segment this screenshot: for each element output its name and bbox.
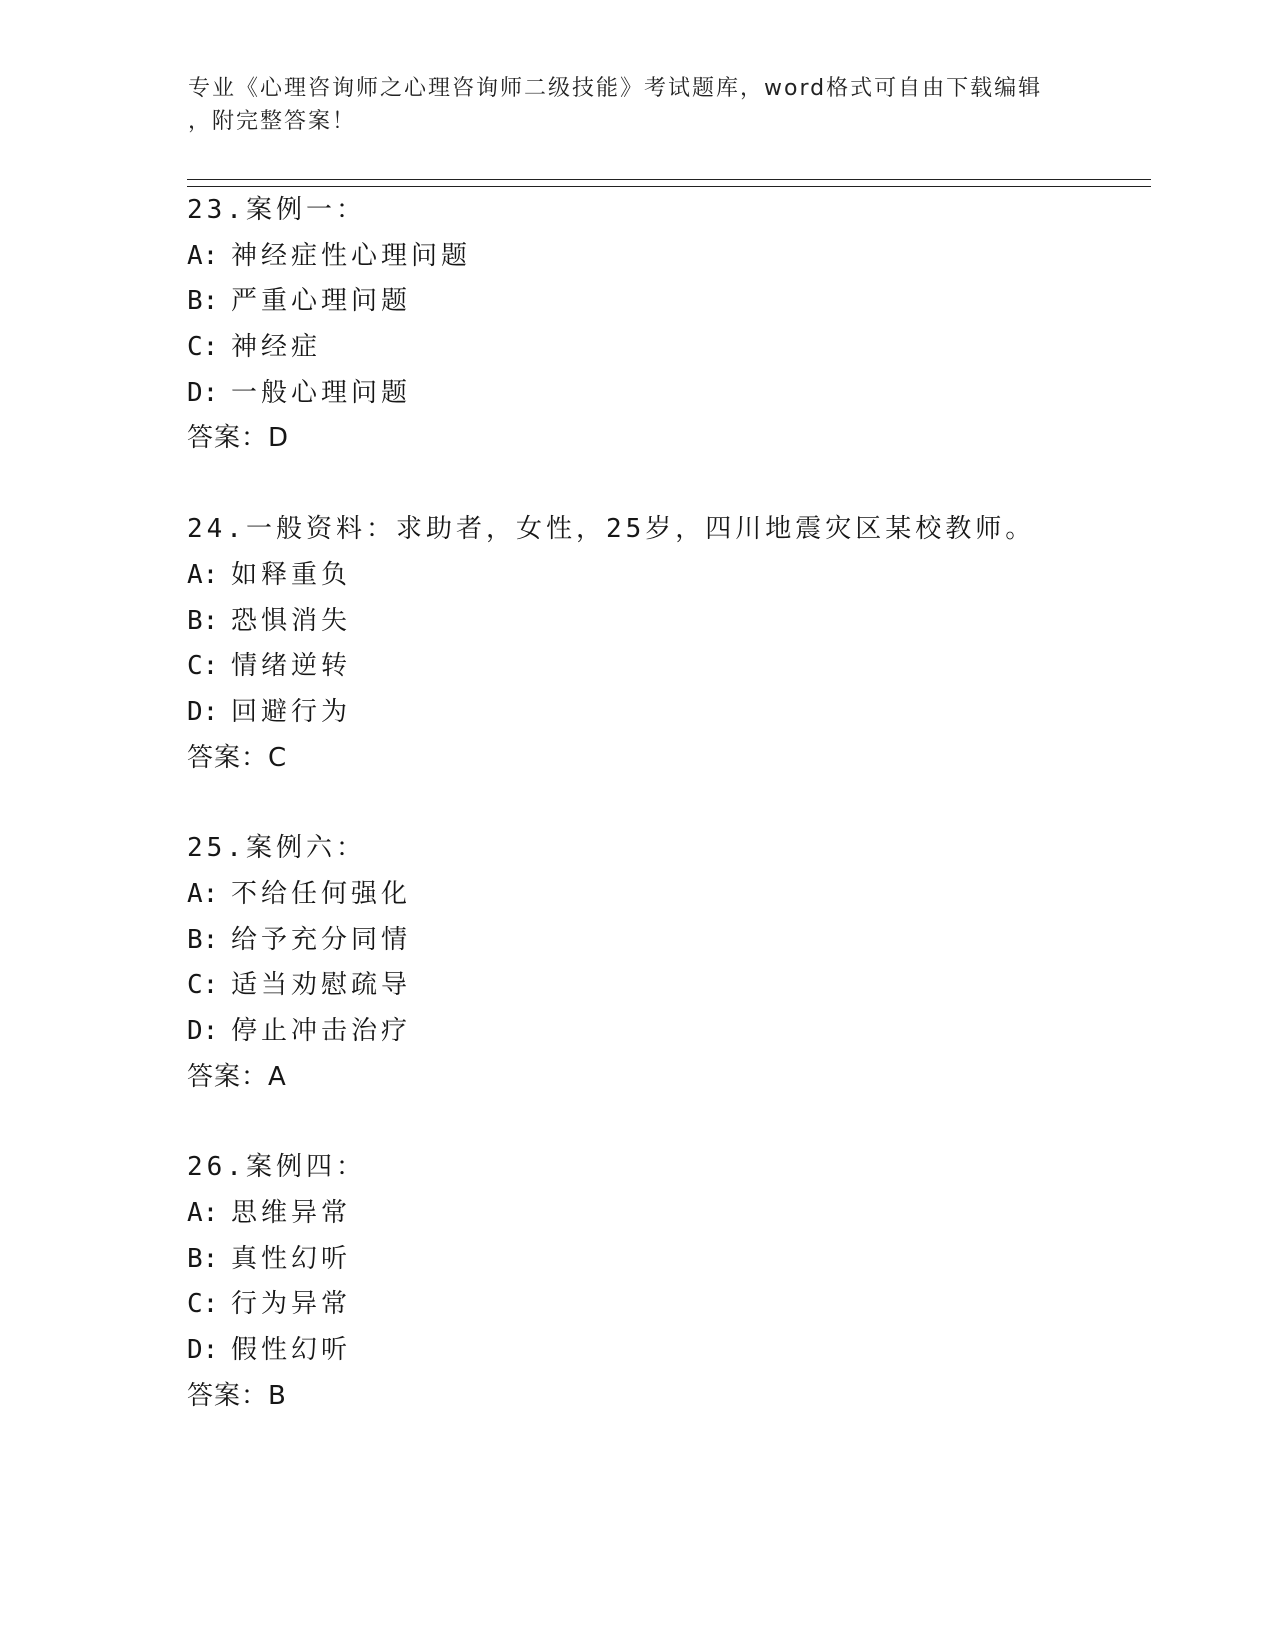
- option-a: [187, 553, 1147, 599]
- option-a: [187, 872, 1147, 918]
- option-d: [187, 371, 1147, 417]
- option-letter: B:: [187, 1243, 219, 1274]
- question-list: [187, 188, 1147, 1465]
- option-letter: B:: [187, 924, 219, 955]
- question-26: [187, 1145, 1147, 1419]
- option-letter: D:: [187, 1016, 219, 1046]
- option-a: [187, 234, 1147, 280]
- page-header: [188, 72, 1088, 138]
- option-b: [187, 1237, 1147, 1283]
- option-text: 如释重负: [231, 559, 352, 590]
- option-text: 恐惧消失: [231, 605, 352, 636]
- option-text: 思维异常: [231, 1198, 352, 1229]
- question-stem: 25.案例六：: [187, 833, 366, 864]
- option-letter: C:: [187, 1289, 219, 1320]
- answer: 答案：A: [187, 1061, 287, 1092]
- option-text: 真性幻听: [231, 1243, 352, 1274]
- option-text: 适当劝慰疏导: [231, 970, 412, 1001]
- option-c: [187, 325, 1147, 371]
- option-d: [187, 690, 1147, 736]
- option-text: 神经症性心理问题: [231, 240, 472, 271]
- option-letter: B:: [187, 286, 219, 317]
- option-text: 严重心理问题: [231, 286, 412, 317]
- header-double-rule: [187, 179, 1151, 187]
- question-stem: 26.案例四：: [187, 1152, 366, 1183]
- option-text: 神经症: [231, 332, 322, 363]
- option-text: 停止冲击治疗: [231, 1016, 412, 1046]
- option-d: [187, 1328, 1147, 1374]
- option-letter: A:: [187, 559, 219, 590]
- option-d: [187, 1009, 1147, 1055]
- header-text-line-1: 专业《心理咨询师之心理咨询师二级技能》考试题库，word格式可自由下载编辑: [188, 76, 1043, 101]
- option-text: 一般心理问题: [231, 377, 412, 408]
- question-25: [187, 826, 1147, 1100]
- question-stem: 23.案例一：: [187, 195, 366, 225]
- option-text: 回避行为: [231, 696, 352, 727]
- option-letter: D:: [187, 377, 219, 408]
- option-text: 情绪逆转: [231, 651, 352, 682]
- option-c: [187, 644, 1147, 690]
- option-letter: A:: [187, 878, 219, 909]
- answer: 答案：C: [187, 742, 288, 773]
- option-text: 行为异常: [231, 1289, 352, 1320]
- option-letter: A:: [187, 1198, 219, 1229]
- answer: 答案：D: [187, 423, 290, 454]
- question-23: [187, 188, 1147, 462]
- option-a: [187, 1191, 1147, 1237]
- header-text-line-2: ，附完整答案！: [188, 109, 357, 134]
- question-stem: 24.一般资料：求助者，女性，25岁，四川地震灾区某校教师。: [187, 514, 1036, 545]
- option-letter: B:: [187, 605, 219, 636]
- option-letter: D:: [187, 696, 219, 727]
- option-b: [187, 279, 1147, 325]
- option-letter: A:: [187, 240, 219, 271]
- option-text: 不给任何强化: [231, 878, 412, 909]
- option-b: [187, 918, 1147, 964]
- answer: 答案：B: [187, 1380, 287, 1411]
- option-letter: C:: [187, 970, 219, 1001]
- option-letter: C:: [187, 332, 219, 363]
- option-c: [187, 963, 1147, 1009]
- option-c: [187, 1282, 1147, 1328]
- option-text: 假性幻听: [231, 1335, 352, 1366]
- option-letter: C:: [187, 651, 219, 682]
- option-letter: D:: [187, 1335, 219, 1366]
- option-b: [187, 599, 1147, 645]
- question-24: [187, 507, 1147, 781]
- option-text: 给予充分同情: [231, 924, 412, 955]
